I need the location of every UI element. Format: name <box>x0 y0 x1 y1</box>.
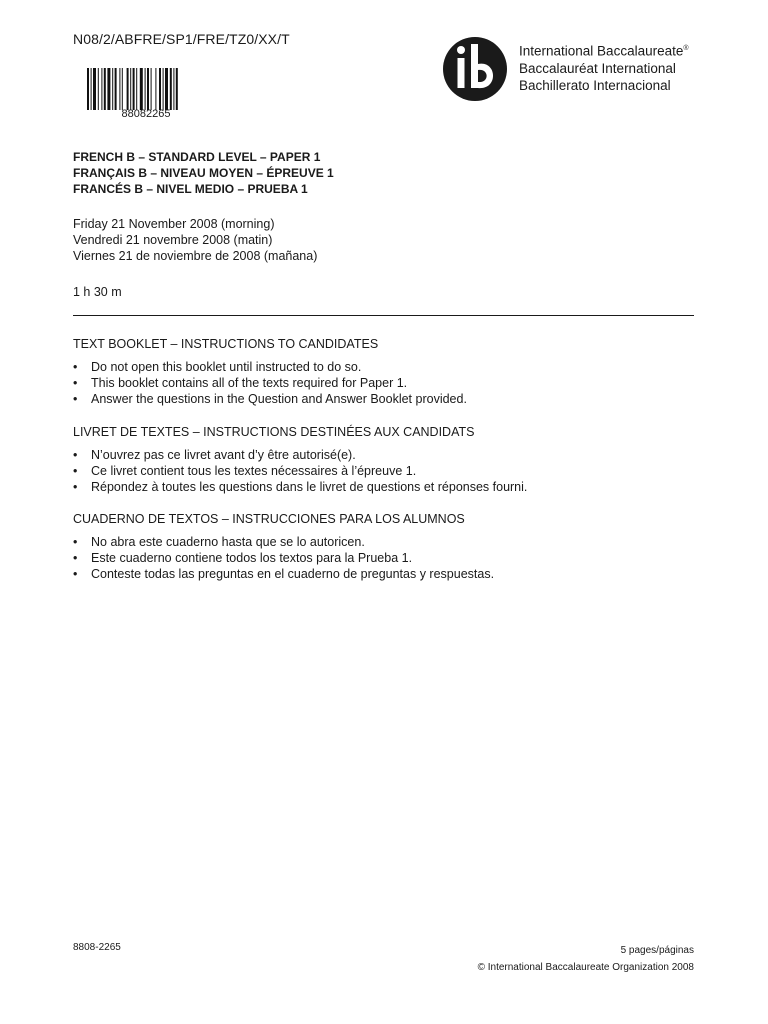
ib-logo-icon <box>441 36 509 102</box>
organization-names <box>519 40 689 94</box>
section-heading: LIVRET DE TEXTES – INSTRUCTIONS DESTINÉES AUX CANDIDATS <box>73 425 475 439</box>
instructions-en <box>73 337 713 407</box>
exam-date-es: Viernes 21 de noviembre de 2008 (mañana) <box>73 249 318 263</box>
exam-duration: 1 h 30 m <box>73 285 122 299</box>
list-item: • Répondez à toutes les questions dans le livret de questions et réponses fourni. <box>73 479 713 495</box>
list-item: • Answer the questions in the Question and Answer Booklet provided. <box>73 391 713 407</box>
exam-title-es: FRANCÉS B – NIVEL MEDIO – PRUEBA 1 <box>73 182 308 196</box>
barcode-number: 88082265 <box>121 108 171 120</box>
list-item: • Ce livret contient tous les textes nécessaires à l’épreuve 1. <box>73 463 713 479</box>
instructions-fr <box>73 425 713 495</box>
section-heading: TEXT BOOKLET – INSTRUCTIONS TO CANDIDATES <box>73 337 379 351</box>
barcode <box>87 68 205 110</box>
document-code: N08/2/ABFRE/SP1/FRE/TZ0/XX/T <box>73 31 290 47</box>
copyright: © International Baccalaureate Organization 2008 <box>477 962 694 973</box>
footer-code: 8808-2265 <box>73 942 121 953</box>
instructions-es <box>73 512 713 582</box>
section-heading: CUADERNO DE TEXTOS – INSTRUCCIONES PARA LOS ALUMNOS <box>73 512 465 526</box>
exam-dates <box>73 216 317 264</box>
list-item: • Este cuaderno contiene todos los textos para la Prueba 1. <box>73 550 713 566</box>
exam-date-en: Friday 21 November 2008 (morning) <box>73 217 275 231</box>
org-name-es: Bachillerato Internacional <box>519 77 671 93</box>
list-item: • N’ouvrez pas ce livret avant d’y être autorisé(e). <box>73 447 713 463</box>
exam-title-en: FRENCH B – STANDARD LEVEL – PAPER 1 <box>73 150 321 164</box>
page-count: 5 pages/páginas <box>620 945 694 956</box>
footer-info <box>478 942 694 976</box>
list-item: • Do not open this booklet until instructed to do so. <box>73 359 713 375</box>
list-item: • This booklet contains all of the texts required for Paper 1. <box>73 375 713 391</box>
exam-titles <box>73 149 334 197</box>
list-item: • No abra este cuaderno hasta que se lo autoricen. <box>73 534 713 550</box>
org-name-fr: Baccalauréat International <box>519 60 676 76</box>
list-item: • Conteste todas las preguntas en el cuaderno de preguntas y respuestas. <box>73 566 713 582</box>
exam-title-fr: FRANÇAIS B – NIVEAU MOYEN – ÉPREUVE 1 <box>73 166 334 180</box>
divider <box>73 315 694 316</box>
org-name-en: International Baccalaureate® <box>519 43 689 59</box>
exam-date-fr: Vendredi 21 novembre 2008 (matin) <box>73 233 273 247</box>
